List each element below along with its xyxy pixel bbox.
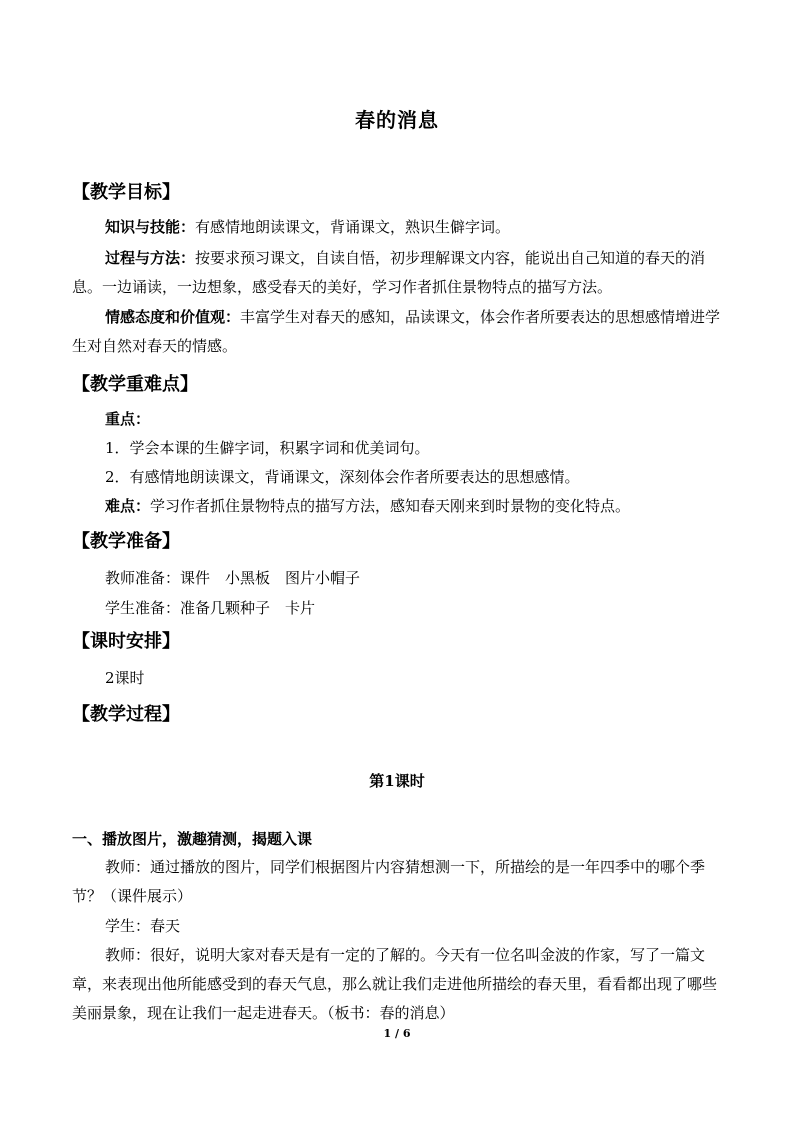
goal-knowledge-lead: 知识与技能：	[105, 218, 196, 236]
section-heading-prep: 【教学准备】	[72, 531, 180, 552]
goal-emotion-text: 丰富学生对春天的感知，品读课文，体会作者所要表达的思想感情增进学生对自然对春天的情感。	[72, 308, 721, 355]
lesson-heading: 第1课时	[369, 772, 425, 790]
focus-label: 重点：	[105, 410, 151, 428]
page-number: 1 / 6	[383, 1027, 411, 1040]
lesson-para-1: 教师：通过播放的图片，同学们根据图片内容猜想测一下，所描绘的是一年四季中的哪个季节？（课件展示）	[72, 858, 706, 905]
difficulty-lead: 难点：	[105, 497, 151, 515]
section-heading-goals: 【教学目标】	[72, 182, 180, 203]
goal-process-lead: 过程与方法：	[105, 249, 196, 267]
lesson-para-2: 学生：春天	[105, 917, 181, 935]
goal-process	[72, 244, 722, 302]
goal-knowledge	[72, 213, 722, 242]
part1-title: 一、播放图片，激趣猜测，揭题入课	[72, 830, 313, 848]
prep-teacher: 教师准备：课件 小黑板 图片小帽子	[105, 569, 361, 587]
goal-process-text: 按要求预习课文，自读自悟，初步理解课文内容，能说出自己知道的春天的消息。一边诵读，一边想象，感受春天的美好，学习作者抓住景物特点的描写方法。	[72, 249, 706, 296]
focus-item-2: 2．有感情地朗读课文，背诵课文，深刻体会作者所要表达的思想感情。	[105, 468, 580, 486]
goal-emotion	[72, 303, 722, 361]
section-heading-key-points: 【教学重难点】	[72, 374, 198, 395]
focus-item-1: 1．学会本课的生僻字词，积累字词和优美词句。	[105, 439, 430, 457]
section-heading-process: 【教学过程】	[72, 704, 180, 725]
document-title: 春的消息	[355, 108, 439, 132]
lesson-para-3: 教师：很好，说明大家对春天是有一定的了解的。今天有一位名叫金波的作家，写了一篇文章，来表现出他所能感受到的春天气息，那么就让我们走进他所描绘的春天里，看看都出现了哪些美丽景象，现在让我们一起走进春天。（板书：春的消息）	[72, 946, 718, 1022]
schedule-hours: 2课时	[105, 669, 145, 687]
goal-knowledge-text: 有感情地朗读课文，背诵课文，熟识生僻字词。	[195, 218, 511, 236]
section-heading-schedule: 【课时安排】	[72, 631, 180, 652]
goal-emotion-lead: 情感态度和价值观：	[105, 308, 241, 326]
prep-student: 学生准备：准备几颗种子 卡片	[105, 599, 316, 617]
difficulty-text: 学习作者抓住景物特点的描写方法，感知春天刚来到时景物的变化特点。	[150, 497, 631, 515]
difficulty	[105, 495, 630, 516]
